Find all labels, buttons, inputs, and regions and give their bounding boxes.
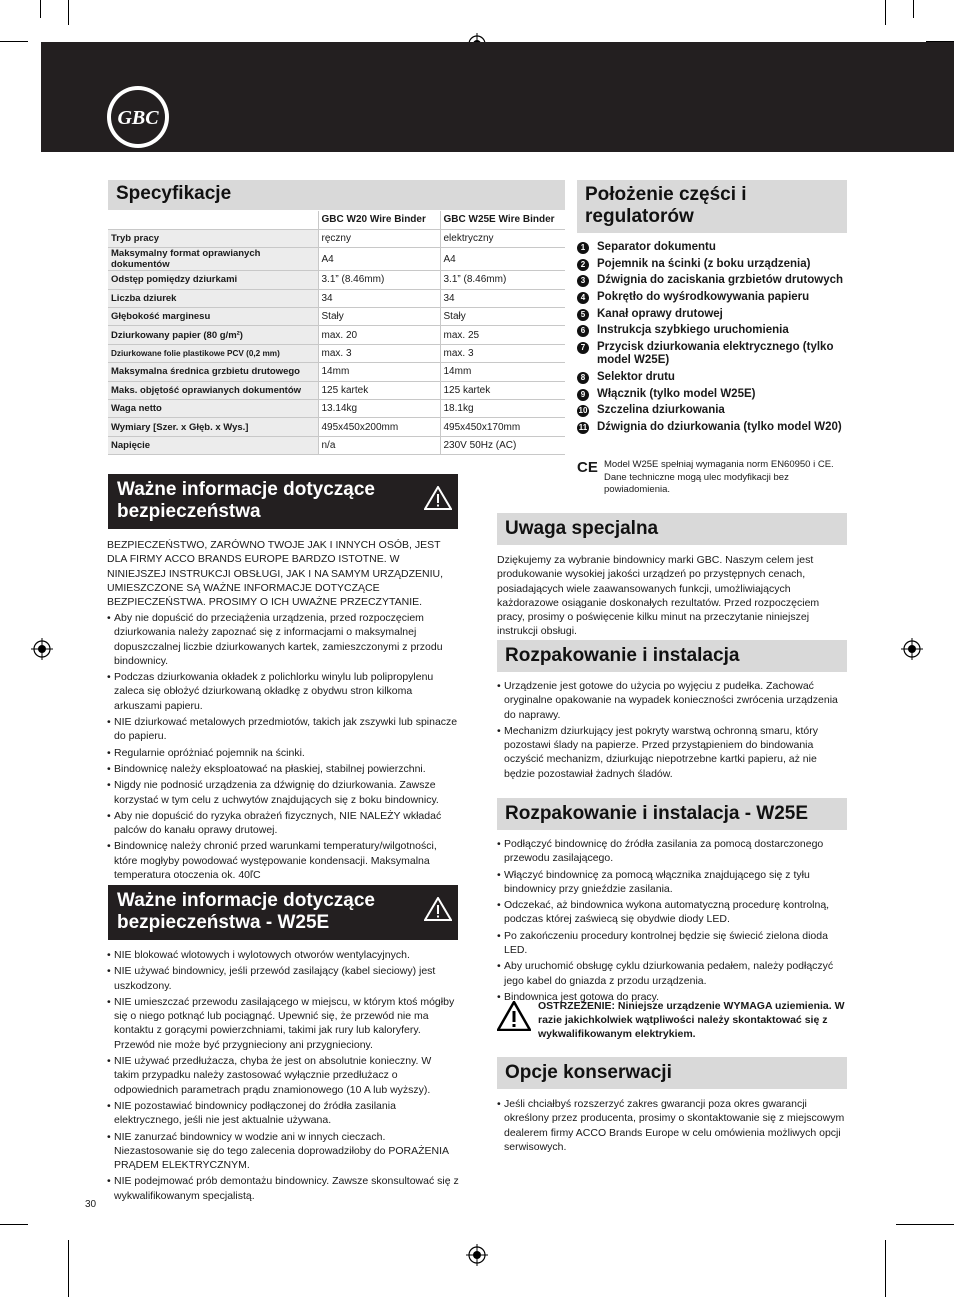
spec-header-empty [108,211,318,229]
parts-heading: Położenie części i regulatorów [577,180,847,233]
spec-row [108,308,565,326]
spec-value-w25e: 125 kartek [440,381,565,399]
special-heading: Uwaga specjalna [497,513,847,545]
part-number-badge: 10 [578,406,588,416]
grounding-warning-text: OSTRZEŻENIE: Niniejsze urządzenie WYMAGA uziemienia. W razie jakichkolwiek wątpliwości należy skontaktować się z wykwalifikowanym elektrykiem. [538,1000,845,1040]
part-number-badge: 3 [577,275,589,287]
spec-col-w25e: GBC W25E Wire Binder [440,211,565,229]
part-label: Kanał oprawy drutowej [597,307,723,320]
spec-value-w25e: 495x450x170mm [440,418,565,436]
maintenance-heading: Opcje konserwacji [497,1057,847,1089]
part-label: Dźwignia do dziurkowania (tylko model W20) [597,420,842,433]
safety-list [107,611,459,884]
safety-w25e-item: • NIE pozostawiać bindownicy podłączonej do źródła zasilania elektrycznego, jeśli nie jest aktualnie używana. [107,1099,459,1128]
spec-value-w20: 495x450x200mm [318,418,440,436]
part-number-badge: 2 [577,259,589,271]
safety-heading-text: Ważne informacje dotyczące bezpieczeństwa [117,479,375,522]
safety-w25e-list [107,948,459,1205]
spec-value-w20: ręczny [318,229,440,247]
spec-label: Maksymalna średnica grzbietu drutowego [108,363,318,381]
registration-mark-icon [31,638,53,660]
spec-value-w20: n/a [318,436,440,454]
warning-icon [424,897,452,921]
spec-label: Liczba dziurek [108,289,318,307]
spec-value-w25e: A4 [440,248,565,271]
unpack-w25e-item: • Bindownica jest gotowa do pracy. [497,990,847,1004]
unpack-list [497,679,847,783]
crop-mark [68,1240,69,1297]
parts-item [577,388,852,401]
unpack-w25e-list [497,837,847,1006]
spec-value-w25e: 34 [440,289,565,307]
registration-mark-icon [466,1244,488,1266]
safety-item: • Nigdy nie podnosić urządzenia za dźwignię do dziurkowania. Zawsze korzystać w tym celu z uchwytów znajdujących się z boku bindownicy. [107,778,459,807]
parts-item [577,258,852,271]
safety-heading [108,474,458,529]
parts-item [577,404,852,417]
spec-row [108,418,565,436]
spec-label: Tryb pracy [108,229,318,247]
safety-item: • Aby nie dopuścić do przeciążenia urządzenia, przed rozpoczęciem dziurkowania należy zapoznać się z informacjami o maksymalnej dopuszczalnej liczbie dziurkowanych kartek, zamieszczonymi z przodu bindownicy. [107,611,459,668]
part-number-badge: 4 [577,292,589,304]
spec-label: Maks. objętość oprawianych dokumentów [108,381,318,399]
spec-value-w25e: 3.1” (8.46mm) [440,271,565,289]
part-label: Pojemnik na ścinki (z boku urządzenia) [597,257,811,270]
spec-value-w25e: Stały [440,308,565,326]
warning-icon [424,486,452,510]
safety-w25e-item: • NIE używać przedłużacza, chyba że jest on absolutnie konieczny. W takim przypadku należy zastosować wyłącznie przedłużacz o odpowiednich parametrach prądu znamionowego (10 A lub wyższy). [107,1054,459,1097]
unpack-heading: Rozpakowanie i instalacja [497,640,847,672]
safety-w25e-heading-text: Ważne informacje dotyczące bezpieczeństwa - W25E [117,890,375,933]
special-text: Dziękujemy za wybranie bindownicy marki GBC. Naszym celem jest produkowanie wysokiej jakości urządzeń po przystępnych cenach, posiadających wiele zaawansowanych funkcji, umożliwiających każdorazowe osiąganie doskonałych rezultatów. Przed rozpoczęciem pracy, prosimy o poświęcenie kilku minut na przeczytanie niniejszej instrukcji obsługi. [497,554,820,638]
part-number-badge: 7 [577,342,589,354]
spec-value-w20: max. 20 [318,326,440,344]
spec-table [108,211,565,455]
safety-intro: BEZPIECZEŃSTWO, ZARÓWNO TWOJE JAK I INNYCH OSÓB, JEST DLA FIRMY ACCO BRANDS EUROPE BARDZO ISTOTNE. W NINIEJSZEJ INSTRUKCJI OBSŁUGI, JAK I NA SAMYM URZĄDZENIU, UMIESZCZONE SĄ WAŻNE INFORMACJE DOTYCZĄCE BEZPIECZEŃSTWA. PROSIMY O ICH UWAŻNE PRZECZYTANIE. [107,539,444,609]
safety-item: • NIE dziurkować metalowych przedmiotów, takich jak zszywki lub spinacze do papieru. [107,715,459,744]
spec-value-w25e: max. 25 [440,326,565,344]
maintenance-list [497,1097,847,1156]
part-number-badge: 8 [577,372,589,384]
spec-heading: Specyfikacje [108,180,565,210]
spec-value-w20: 14mm [318,363,440,381]
spec-value-w20: max. 3 [318,344,440,362]
spec-row [108,229,565,247]
safety-w25e-item: • NIE podejmować prób demontażu bindownicy. Zawsze skonsultować się z wykwalifikowanym specjalistą. [107,1174,459,1203]
crop-mark [68,0,69,25]
spec-value-w25e: 230V 50Hz (AC) [440,436,565,454]
safety-item: • Bindownicę należy chronić przed warunkami temperatury/wilgotności, które mogłyby powodować występowanie kondensacji. Maksymalna temperatura otoczenia ok. 40ľC [107,839,459,882]
unpack-w25e-heading: Rozpakowanie i instalacja - W25E [497,798,847,830]
parts-item [577,341,852,367]
part-number-badge: 1 [577,242,589,254]
spec-value-w20: 34 [318,289,440,307]
crop-mark [896,1224,954,1225]
spec-value-w25e: elektryczny [440,229,565,247]
part-number-badge: 9 [577,389,589,401]
spec-label: Dziurkowany papier (80 g/m²) [108,326,318,344]
unpack-item: • Mechanizm dziurkujący jest pokryty warstwą ochronną smaru, który pozostawi ślady na papierze. Przed przystąpieniem do bindowania oczyścić mechanizm, dziurkując niepotrzebne kartki papieru, aż nie będzie pozostawiał żadnych śladów. [497,724,847,781]
spec-value-w20: 13.14kg [318,400,440,418]
safety-item: • Bindownicę należy eksploatować na płaskiej, stabilnej powierzchni. [107,762,459,776]
crop-mark [0,41,28,42]
registration-mark-icon [901,638,923,660]
part-label: Dźwignia do zaciskania grzbietów drutowych [597,274,844,287]
spec-label: Maksymalny format oprawianych dokumentów [108,248,318,271]
parts-item [577,241,852,254]
spec-row [108,289,565,307]
spec-label: Wymiary [Szer. x Głęb. x Wys.] [108,418,318,436]
crop-mark [913,0,914,18]
spec-value-w20: Stały [318,308,440,326]
crop-mark [885,1240,886,1297]
spec-col-w20: GBC W20 Wire Binder [318,211,440,229]
safety-item: • Podczas dziurkowania okładek z polichlorku winylu lub polipropylenu zaleca się obłożyć dziurkowaną okładkę z obydwu stron kilkoma arkuszami papieru. [107,670,459,713]
spec-row [108,271,565,289]
spec-row [108,344,565,362]
unpack-w25e-item: • Aby uruchomić obsługę cyklu dziurkowania pedałem, należy podłączyć jego kabel do gniazda z przodu urządzenia. [497,959,847,988]
spec-row [108,400,565,418]
spec-row [108,381,565,399]
parts-list [577,241,852,438]
ce-mark: CE [577,459,598,476]
part-number-badge: 5 [577,309,589,321]
safety-w25e-item: • NIE blokować wlotowych i wylotowych otworów wentylacyjnych. [107,948,459,962]
spec-value-w25e: 18.1kg [440,400,565,418]
unpack-item: • Urządzenie jest gotowe do użycia po wyjęciu z pudełka. Zachować oryginalne opakowanie na wypadek konieczności zwrócenia urządzenia do naprawy. [497,679,847,722]
unpack-w25e-item: • Po zakończeniu procedury kontrolnej będzie się świecić zielona dioda LED. [497,929,847,958]
unpack-w25e-item: • Odczekać, aż bindownica wykona automatyczną procedurę kontrolną, podczas której zaświecą się obydwie diody LED. [497,898,847,927]
spec-header-row [108,211,565,229]
spec-value-w20: 125 kartek [318,381,440,399]
parts-item [577,421,852,434]
spec-value-w20: 3.1” (8.46mm) [318,271,440,289]
spec-value-w20: A4 [318,248,440,271]
crop-mark [885,0,886,25]
header-banner [41,42,954,152]
spec-label: Waga netto [108,400,318,418]
gbc-logo [106,85,170,149]
ce-note: Model W25E spełniaj wymagania norm EN60950 i CE. Dane techniczne mogą ulec modyfikacji bez powiadomienia. [604,459,834,495]
parts-item [577,371,852,384]
safety-w25e-item: • NIE zanurzać bindownicy w wodzie ani w innych cieczach. Niezastosowanie się do tego zalecenia doprowadziłoby do PORAŻENIA PRĄDEM ELEKTRYCZNYM. [107,1130,459,1173]
spec-label: Dziurkowane folie plastikowe PCV (0,2 mm) [108,344,318,362]
safety-w25e-item: • NIE używać bindownicy, jeśli przewód zasilający (kabel sieciowy) jest uszkodzony. [107,964,459,993]
spec-label: Napięcie [108,436,318,454]
part-label: Szczelina dziurkowania [597,404,725,417]
parts-item [577,291,852,304]
spec-label: Odstęp pomiędzy dziurkami [108,271,318,289]
maintenance-item: • Jeśli chciałbyś rozszerzyć zakres gwarancji poza okres gwarancji określony przez producenta, prosimy o skontaktowanie się z miejscowym dealerem firmy ACCO Brands Europe w celu omówienia możliwych opcji serwisowych. [497,1097,847,1154]
unpack-w25e-item: • Włączyć bindownicę za pomocą włącznika znajdującego się z tyłu bindownicy przy gnieździe zasilania. [497,868,847,897]
spec-row [108,436,565,454]
svg-text:GBC: GBC [117,107,159,129]
spec-value-w25e: max. 3 [440,344,565,362]
part-number-badge: 6 [577,325,589,337]
safety-item: • Regularnie opróżniać pojemnik na ścinki. [107,746,459,760]
part-number-badge: 11 [578,422,588,432]
part-label: Instrukcja szybkiego uruchomienia [597,324,789,337]
safety-item: • Aby nie dopuścić do ryzyka obrażeń fizycznych, NIE NALEŻY wkładać palców do kanału oprawy drutowej. [107,809,459,838]
part-label: Pokrętło do wyśrodkowywania papieru [597,291,810,304]
warning-icon [497,1001,531,1031]
part-label: Separator dokumentu [597,241,716,253]
spec-row [108,363,565,381]
crop-mark [40,0,41,18]
page-number: 30 [85,1199,97,1210]
part-label: Selektor drutu [597,370,675,383]
spec-value-w25e: 14mm [440,363,565,381]
safety-w25e-item: • NIE umieszczać przewodu zasilającego w miejscu, w którym ktoś mógłby się o niego potknąć lub pociągnąć. Upewnić się, że przewód nie ma kontaktu z gorącymi powierzchniami, takimi jak rury lub kaloryfery. Przewód nie może być przygnieciony ani przygnieciony. [107,995,459,1052]
crop-mark [0,1224,28,1225]
parts-item [577,324,852,337]
spec-row [108,248,565,271]
part-label: Włącznik (tylko model W25E) [597,387,756,400]
parts-item [577,308,852,321]
unpack-w25e-item: • Podłączyć bindownicę do źródła zasilania za pomocą dostarczonego przewodu zasilającego. [497,837,847,866]
spec-row [108,326,565,344]
parts-item [577,274,852,287]
safety-w25e-heading [108,885,458,940]
spec-label: Głębokość marginesu [108,308,318,326]
part-label: Przycisk dziurkowania elektrycznego (tylko model W25E) [597,341,834,367]
